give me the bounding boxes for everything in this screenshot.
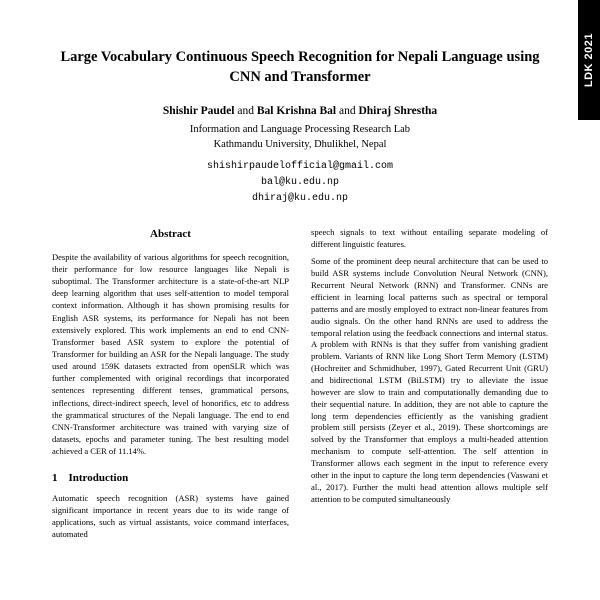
conference-side-tag-label: LDK 2021: [583, 32, 595, 88]
right-column: [311, 227, 548, 541]
author-conjunction-2: and: [339, 105, 356, 118]
author-list: [52, 103, 548, 119]
abstract-heading: Abstract: [150, 227, 191, 240]
email-3: dhiraj@ku.edu.np: [251, 192, 348, 204]
body-columns: [52, 227, 548, 541]
author-first: Shishir Paudel: [162, 105, 235, 118]
right-column-paragraph-1: speech signals to text without entailing separate modeling of different linguistic features.: [311, 226, 548, 249]
page-title: Large Vocabulary Continuous Speech Recognition for Nepali Language using CNN and Transformer: [60, 49, 540, 85]
author-third: Dhiraj Shrestha: [358, 105, 438, 118]
affiliation-lab: Information and Language Processing Research Lab: [189, 124, 411, 136]
introduction-number: 1: [52, 472, 58, 485]
email-list: [52, 159, 548, 207]
author-second: Bal Krishna Bal: [256, 105, 337, 118]
email-1: shishirpaudelofficial@gmail.com: [206, 160, 394, 172]
affiliation: [52, 122, 548, 152]
introduction-text: Automatic speech recognition (ASR) systems have gained significant importance in recent years due to its wide range of applications, such as virtual assistants, voice command interfaces, automated: [52, 493, 289, 539]
introduction-title: Introduction: [68, 472, 129, 485]
abstract-text: Despite the availability of various algorithms for speech recognition, their performance for low resource languages like Nepali is suboptimal. The Transformer architecture is a state-of-the-art NLP deep learning algorithm that uses self-attention to model temporal context information. Although it has shown promising results for English ASR systems, its performance for Nepali has not been extensively explored. This work implements an end to end CNN-Transformer based ASR system to explore the potential of Transformer for building an ASR for the Nepali language. The study used around 159K datasets extracted from openSLR which was further complemented with original recordings that incorporated sentences representing different tenses, grammatical persons, inflections, direct-indirect speech, level of honorifics, etc to address the grammatical structures of the Nepali language. The end to end CNN-Transformer architecture was trained with varying size of datasets, epochs and parameter tuning. The best resulting model achieved a CER of 11.14%.: [52, 251, 289, 457]
author-conjunction-1: and: [237, 105, 254, 118]
conference-side-tag: [578, 0, 600, 120]
introduction-heading: [52, 471, 289, 486]
right-column-paragraph-2: Some of the prominent deep neural architecture that can be used to build ASR systems include Convolution Neural Network (CNN), Recurrent Neural Network (RNN) and Transformer. CNNs are efficient in learning local patterns such as spectral or temporal patterns and are mostly employed to extract non-linear features from audio signals. On the other hand RNNs are used to address the temporal relation using the feedback connections and internal status. A problem with RNNs is that they suffer from vanishing gradient problem. Variants of RNN like Long Short Term Memory (LSTM) (Hochreiter and Schmidhuber, 1997), Gated Recurrent Unit (GRU) and bidirectional LSTM (BiLSTM) try to alleviate the issue however are slow to train and computationally demanding due to their sequential nature. In addition, they are not able to capture the long term dependencies efficiently as the vanishing gradient problem still persists (Zeyer et al., 2019). These shortcomings are solved by the Transformer that employs a multi-headed attention mechanism to compute self-attention. The self attention in Transformer allows each segment in the input to reference every other in the input to capture the long term dependencies (Vaswani et al., 2017). Further the multi head attention allows multiple self attention to be computed simultaneously: [311, 256, 548, 504]
email-2: bal@ku.edu.np: [260, 176, 339, 188]
affiliation-university: Kathmandu University, Dhulikhel, Nepal: [213, 139, 387, 151]
left-column: [52, 227, 289, 541]
